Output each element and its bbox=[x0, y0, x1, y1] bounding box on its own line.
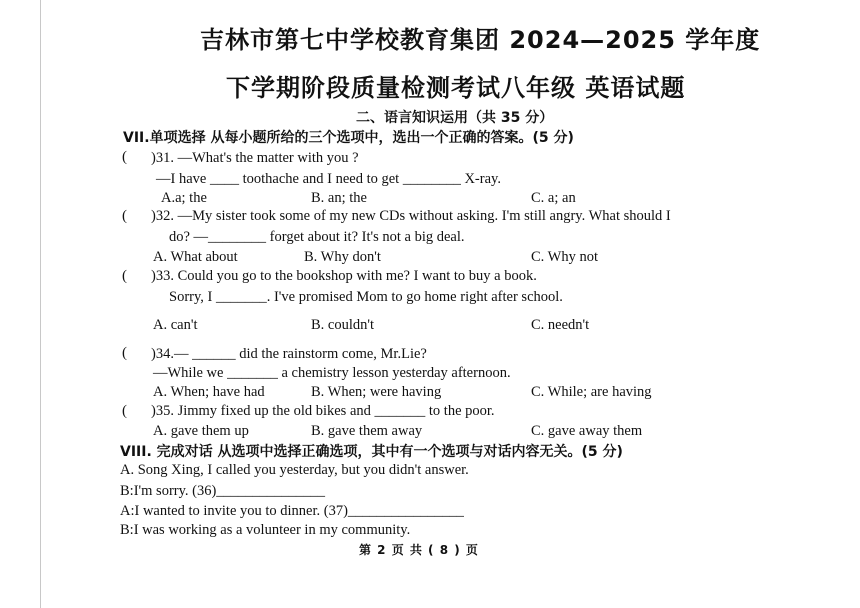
dialogue-line: A:I wanted to invite you to dinner. (37)________________ bbox=[120, 503, 464, 519]
section-title: 二、语言知识运用（共 35 分） bbox=[356, 110, 554, 126]
answer-paren: ( bbox=[122, 268, 127, 284]
question-line: Sorry, I _______. I've promised Mom to go home right after school. bbox=[169, 289, 563, 305]
answer-paren: ( bbox=[122, 403, 127, 419]
option-a: A. When; have had bbox=[153, 384, 265, 400]
option-b: B. an; the bbox=[311, 190, 367, 206]
part7-heading: VII.单项选择 从每小题所给的三个选项中，选出一个正确的答案。(5 分) bbox=[123, 130, 574, 146]
question-line: )35. Jimmy fixed up the old bikes and _______ to the poor. bbox=[151, 403, 495, 419]
dialogue-line: B:I was working as a volunteer in my community. bbox=[120, 522, 411, 538]
question-line: —I have ____ toothache and I need to get ________ X-ray. bbox=[156, 171, 501, 187]
answer-paren: ( bbox=[122, 208, 127, 224]
option-b: B. When; were having bbox=[311, 384, 442, 400]
option-a: A. gave them up bbox=[153, 423, 249, 439]
option-c: C. needn't bbox=[531, 317, 590, 333]
question-line: )32. —My sister took some of my new CDs without asking. I'm still angry. What should I bbox=[151, 208, 671, 224]
page-number: 第 2 页 共 ( 8 ) 页 bbox=[359, 543, 479, 557]
dialogue-line: B:I'm sorry. (36)_______________ bbox=[120, 483, 326, 499]
option-a: A. can't bbox=[153, 317, 198, 333]
question-line: )33. Could you go to the bookshop with me? I want to buy a book. bbox=[151, 268, 537, 284]
question-line: )34.— ______ did the rainstorm come, Mr.Lie? bbox=[151, 346, 427, 362]
option-b: B. Why don't bbox=[304, 249, 381, 265]
part8-heading: VIII. 完成对话 从选项中选择正确选项，其中有一个选项与对话内容无关。(5 分) bbox=[120, 444, 623, 460]
option-b: B. gave them away bbox=[311, 423, 423, 439]
option-c: C. gave away them bbox=[531, 423, 643, 439]
question-line: —While we _______ a chemistry lesson yesterday afternoon. bbox=[153, 365, 511, 381]
option-a: A. What about bbox=[153, 249, 238, 265]
answer-paren: ( bbox=[122, 149, 127, 165]
dialogue-line: A. Song Xing, I called you yesterday, but you didn't answer. bbox=[120, 462, 469, 478]
question-line: )31. —What's the matter with you ? bbox=[151, 150, 359, 166]
option-c: C. While; are having bbox=[531, 384, 652, 400]
option-b: B. couldn't bbox=[311, 317, 375, 333]
page-edge-line bbox=[40, 0, 41, 608]
option-c: C. a; an bbox=[531, 190, 576, 206]
option-a: A.a; the bbox=[161, 190, 207, 206]
answer-paren: ( bbox=[122, 345, 127, 361]
question-line: do? —________ forget about it? It's not a big deal. bbox=[169, 229, 465, 245]
exam-title-line2: 下学期阶段质量检测考试八年级 英语试题 bbox=[226, 74, 686, 102]
exam-title-line1: 吉林市第七中学校教育集团 2024—2025 学年度 bbox=[200, 26, 761, 54]
option-c: C. Why not bbox=[531, 249, 598, 265]
